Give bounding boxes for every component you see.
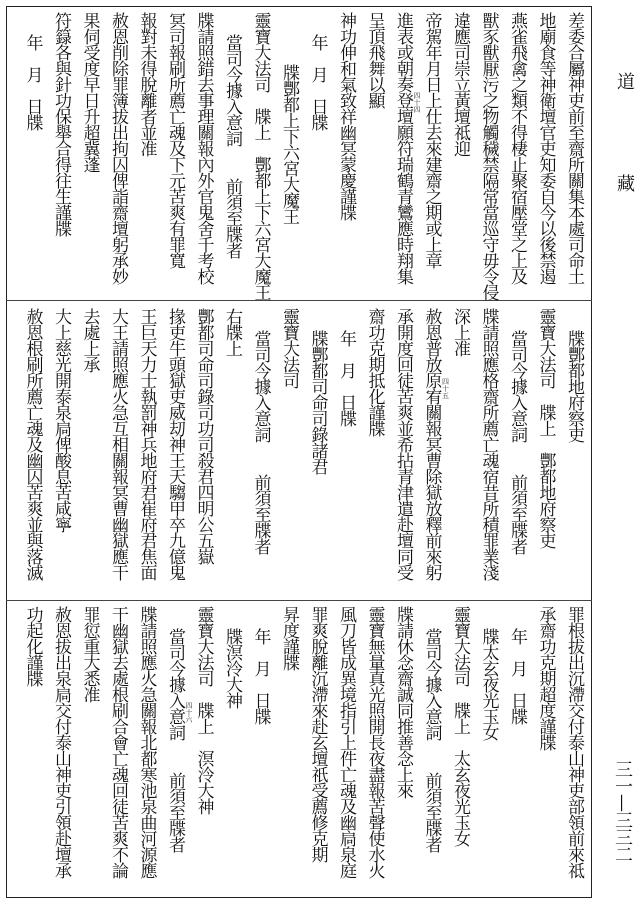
text-column: 燕雀飛禽之類不得棲止聚宿壓堂之上及 — [507, 12, 527, 284]
text-column: 牒酆都上下六宮大魔王 — [279, 64, 299, 224]
text-column: 大王請照應火急互相關報冥曹幽獄應干 — [108, 308, 128, 580]
text-column: 右牒上 — [222, 308, 242, 356]
text-column: 果伺受度早日升超冀蓬 — [79, 12, 100, 172]
text-column: 酆都司命司錄司功司殺君四明公五嶽 — [193, 308, 214, 564]
text-column: 赦恩普放原宥關報冥曹除獄放釋前來躬 — [421, 308, 442, 580]
text-column: 王巨天力士執罰神兵地府君崔府君焦面 — [136, 308, 157, 580]
text-column: 牒請照錯去事理關報內外官鬼舍千考校 — [193, 12, 214, 284]
text-column: 當司今據入意詞 前須至牒者 — [250, 330, 271, 554]
text-band-3 — [10, 606, 588, 896]
text-column: 赦恩削除罪簿拔出拘囚俾詣齋壇躬承妙 — [108, 12, 128, 284]
collection-title: 道 藏 — [614, 72, 635, 208]
text-column: 功起化謹牒 — [22, 606, 43, 686]
text-column: 當司今據入意詞 前須至牒者 — [165, 628, 185, 852]
text-column: 靈寶大法司 牒上 太玄夜光玉女 — [450, 606, 470, 846]
text-column: 年 月 日牒 — [307, 34, 328, 130]
text-column: 齋功克期抵化謹牒 — [364, 308, 385, 436]
text-column: 赦恩拔出泉扃交付泰山神吏引領赴壇承 — [51, 606, 71, 878]
text-column: 昇度謹牒 — [279, 606, 299, 670]
text-column: 大上慈光開泰泉扃俾酸息苦咸寧 — [51, 308, 71, 532]
text-column: 承開度回徒苦爽並希拈青津遣赴壇同受 — [393, 308, 413, 580]
text-column: 神功伸和氣致祥幽冥蒙慶謹牒 — [336, 12, 356, 220]
text-column: 罪根拔出沉滯交付泰山神吏部領前來祗 — [564, 606, 584, 878]
text-column: 地廟食等神衛壇官吏知委自今以後禁遏 — [535, 12, 556, 284]
folio-note: 四十六 — [185, 702, 193, 723]
text-column: 牒請照應格齋所薦亡魂宿昔所積罪業淺 — [478, 308, 499, 580]
text-column: 去處上承 — [79, 308, 100, 372]
text-band-1 — [10, 12, 588, 300]
text-column: 罪愆重大悉准 — [79, 606, 100, 702]
text-band-2 — [10, 308, 588, 592]
text-column: 牒請休念齋誠同推善念上來 — [393, 606, 413, 798]
text-column: 掾吏牛頭獄吏威刧神王天騶甲卒九億鬼 — [165, 308, 185, 580]
text-column: 進表或朝奏登壇願符瑞鶴青鸞應時翔集 — [393, 12, 413, 284]
text-column: 承齋功克期超度謹牒 — [535, 606, 556, 750]
text-column: 牒酆都司命司錄諸君 — [307, 330, 328, 474]
text-column: 靈寶無量真光照開長夜盡報苦聲使水火 — [364, 606, 385, 878]
text-column: 牒溟泠大神 — [222, 628, 242, 708]
text-column: 報對未得脫離者並准 — [136, 12, 157, 156]
text-column: 獸豕獸厭污之物觸穢禁隔常當巡守毋令侵 — [478, 12, 499, 300]
text-column: 靈寶大法司 牒上 酆都地府察吏 — [535, 308, 556, 548]
text-column: 年 月 日牒 — [336, 330, 356, 426]
text-column: 符籙各與針功保舉合得往生謹牒 — [51, 12, 71, 236]
text-column: 當司今據入意詞 前須至牒者 — [222, 34, 242, 258]
text-column: 差委合屬神吏前至齋所關集本處司命土 — [564, 12, 584, 284]
text-column: 牒太玄夜光玉女 — [478, 628, 499, 740]
text-column: 違應司崇立黃壇祗迎 — [450, 12, 470, 156]
page-number: 三一—三三二 — [612, 760, 633, 862]
folio-note: 四十四 — [413, 92, 421, 113]
text-column: 靈寶大法司 — [279, 308, 299, 388]
folio-note: 四十五 — [441, 378, 450, 399]
text-column: 當司今據入意詞 前須至牒者 — [507, 330, 527, 554]
text-column: 冥司報刷所薦亡魂及下元苦爽有罪寬 — [165, 12, 185, 268]
text-column: 干幽獄去處根刷合會亡魂回徒苦爽不論 — [108, 606, 128, 878]
text-column: 年 月 日牒 — [22, 34, 43, 130]
text-column: 當司今據入意詞 前須至牒者 — [421, 628, 442, 852]
text-column: 牒請照應火急關報北都寒池泉曲河源應 — [136, 606, 157, 878]
text-column: 年 月 日牒 — [507, 628, 527, 724]
text-column: 呈頂飛舞以顯 — [364, 12, 385, 108]
text-column: 深上准 — [450, 308, 470, 356]
text-column: 赦恩根刷所薦亡魂及幽囚苦爽並與落滅 — [22, 308, 43, 580]
text-column: 牒酆都地府察吏 — [564, 330, 584, 442]
text-column: 靈寶大法司 牒上 溟泠大神 — [193, 606, 214, 814]
section-divider-2 — [6, 600, 592, 601]
text-column: 帝駕年月日上仕去來建齋之期或上章 — [421, 12, 442, 268]
text-column: 靈寶大法司 牒上 酆都上下六宮大魔王 — [250, 12, 271, 300]
text-column: 年 月 日牒 — [250, 628, 271, 724]
section-divider-1 — [6, 300, 592, 301]
text-column: 罪爽脫離沉滯來赴玄壇祇受薦修克期 — [307, 606, 328, 862]
text-column: 風刀皆成異境指引上件亡魂及幽扃泉庭 — [336, 606, 356, 878]
